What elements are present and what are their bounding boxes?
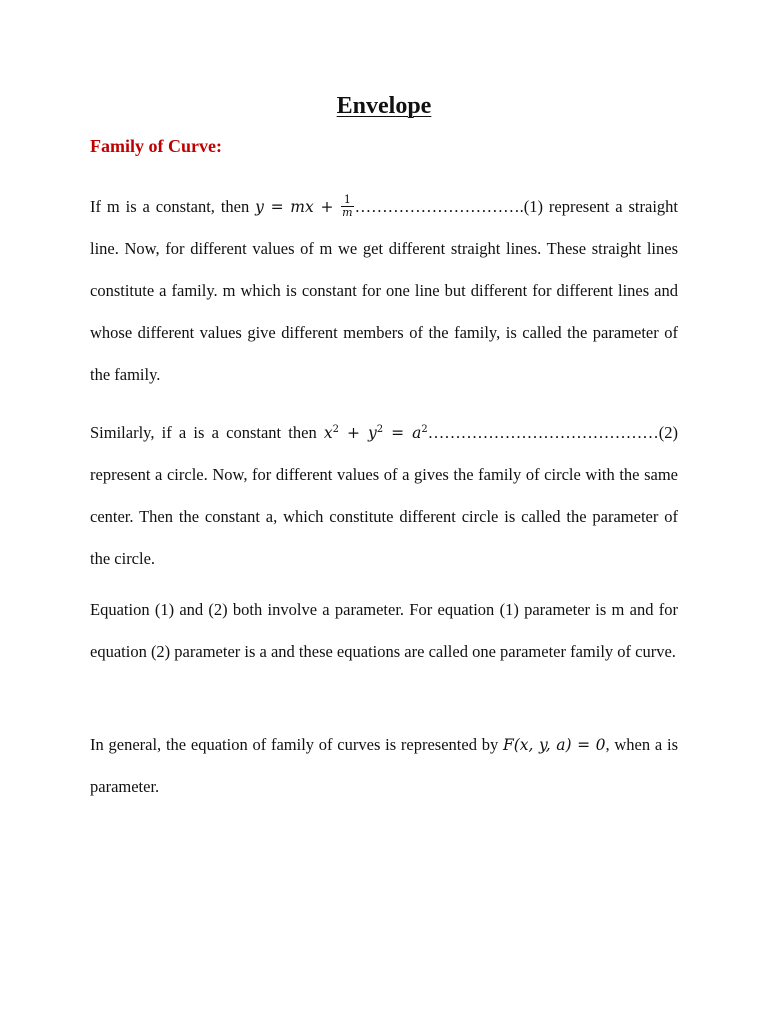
eq-y: y [368,424,377,442]
eq-y-power: 2 [376,424,384,435]
paragraph-general-form [90,724,678,808]
p4-lead: In general, the equation of family of curves is represented by [90,735,503,754]
leader-dots: …………………………. [354,197,524,216]
equation-line [255,192,354,219]
page-title: Envelope [336,93,432,119]
eq-x-power: 2 [332,424,340,435]
equation-line-lhs: y = mx + [255,198,341,216]
equation-ref-1: (1) [523,197,543,216]
eq-x: x [323,424,333,442]
fraction-numerator: 1 [341,194,353,207]
equation-general: F(x, y, a) = 0 [502,736,606,754]
fraction-one-over-m [341,194,353,219]
p2-tail: represent a circle. Now, for different values of a gives the family of circle with the same center. Then the constant a, which constitute different circle is called the parameter of the circle. [90,465,678,568]
equation-circle [324,424,428,442]
eq-a: a [412,424,422,442]
fraction-denominator: m [342,205,353,219]
eq-equals: = [383,424,413,442]
paragraph-line-family [90,186,678,396]
paragraph-one-parameter: Equation (1) and (2) both involve a parameter. For equation (1) parameter is m and for equation (2) parameter is a and these equations are called one parameter family of curve. [90,600,678,661]
p1-lead: If m is a constant, then [90,197,256,216]
p2-lead: Similarly, if a is a constant then [90,423,324,442]
p4-tail: , when a is parameter. [90,735,678,796]
paragraph-circle-family [90,412,678,580]
equation-ref-2: (2) [658,423,678,442]
eq-plus: + [339,424,369,442]
leader-dots: …………………………………… [427,423,659,442]
eq-a-power: 2 [421,424,428,435]
p1-tail: represent a straight line. Now, for different values of m we get different straight lines. These straight lines constitute a family. m which is constant for one line but different for different lines and whose different values give different members of the family, is called the parameter of the family. [90,197,678,384]
section-heading: Family of Curve: [90,136,222,156]
